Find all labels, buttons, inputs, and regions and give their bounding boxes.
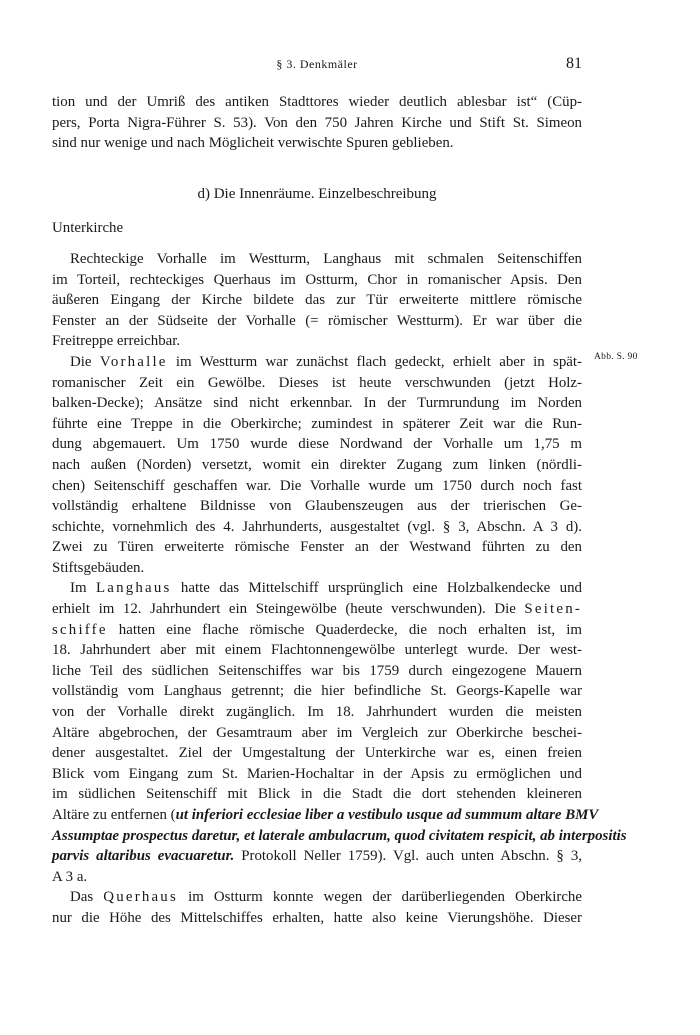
text-line: sind nur wenige und nach Möglicheit verwischte Spuren geblieben.	[52, 135, 454, 152]
text-line: nach außen (Norden) versetzt, womit ein direkter Zugang zum linken (nördli-	[52, 456, 582, 473]
text-run: im Westturm war zunächst flach gedeckt, erhielt aber in spät-	[167, 353, 582, 370]
spaced-term: schiffe	[52, 621, 108, 638]
text-line: Stiftsgebäuden.	[52, 559, 145, 576]
text-line: im südlichen Seitenschiff mit Blick in die Stadt die dort stehenden kleineren	[52, 786, 582, 803]
text-line	[52, 599, 582, 620]
text-line	[52, 620, 582, 641]
text-line: dung abgemauert. Um 1750 wurde diese Nordwand der Vorhalle um 1,75 m	[52, 436, 582, 453]
text-line: Blick vom Eingang zum St. Marien-Hochaltar in der Apsis zu ermöglichen und	[52, 765, 582, 782]
text-run: im Ostturm konnte wegen der darüberliegenden Oberkirche	[177, 889, 582, 906]
latin-quote: Assumptae prospectus daretur, et laterale ambulacrum, quod civitatem respicit, ab interpositis	[52, 827, 627, 844]
running-title: § 3. Denkmäler	[276, 57, 358, 71]
text-run: Das	[70, 889, 104, 906]
text-line: vollständig erhaltene Bildnisse von Glaubenszeugen aus der trierischen Ge-	[52, 498, 582, 515]
text-line: romanischer Zeit ein Gewölbe. Dieses ist heute verschwunden (jetzt Holz-	[52, 374, 582, 391]
page-number: 81	[566, 55, 582, 72]
text-run: Altäre zu entfernen (	[52, 807, 176, 823]
text-line: im Torteil, rechteckiges Querhaus im Ostturm, Chor in romanischer Apsis. Den	[52, 271, 582, 288]
text-line: balken-Decke); Ansätze sind nicht erkennbar. In der Turmrundung im Norden	[52, 395, 582, 412]
section-heading: d) Die Innenräume. Einzelbeschreibung	[197, 185, 437, 202]
text-run: Im	[70, 580, 96, 597]
text-line: Freitreppe erreichbar.	[52, 333, 181, 350]
text-line: Zwei zu Türen erweiterte römische Fenster an der Westwand führten zu den	[52, 539, 582, 556]
text-line: vollständig vom Langhaus getrennt; die hier befindliche St. Georgs-Kapelle war	[52, 683, 582, 700]
text-line: tion und der Umriß des antiken Stadttores wieder deutlich ablesbar ist“ (Cüp-	[52, 94, 582, 110]
text-line	[52, 805, 599, 826]
spaced-term: Seiten-	[524, 601, 582, 618]
text-line	[52, 826, 627, 847]
latin-quote: parvis altaribus evacuaretur.	[52, 848, 235, 865]
text-line: Fenster an der Südseite der Vorhalle (= römischer Westturm). Er war über die	[52, 312, 582, 329]
text-line	[52, 578, 582, 599]
text-line	[52, 846, 582, 867]
text-line: Rechteckige Vorhalle im Westturm, Langhaus mit schmalen Seitenschiffen	[70, 250, 582, 267]
text-line: von der Vorhalle direkt zugänglich. Im 18. Jahrhundert wurden die meisten	[52, 704, 582, 721]
text-line: 18. Jahrhundert aber mit einem Flachtonnengewölbe unterlegt wurde. Der west-	[52, 642, 582, 659]
text-line: schichte, vornehmlich des 4. Jahrhunderts, ausgestaltet (vgl. § 3, Abschn. A 3 d).	[52, 518, 582, 535]
margin-note-figure-ref: Abb. S. 90	[594, 352, 638, 362]
text-line: liche Teil des südlichen Seitenschiffes war bis 1759 durch eingezogene Mauern	[52, 662, 582, 679]
text-line: führte eine Treppe in die Oberkirche; zumindest in späterer Zeit war die Run-	[52, 415, 582, 432]
text-line: Altäre abgebrochen, der Gesamtraum aber im Vergleich zur Oberkirche beschei-	[52, 724, 582, 741]
text-run: Protokoll Neller 1759). Vgl. auch unten Abschn. § 3,	[234, 848, 582, 865]
text-line: A 3 a.	[52, 868, 88, 885]
spaced-term: Langhaus	[95, 580, 172, 597]
subheading: Unterkirche	[52, 220, 124, 237]
text-run: hatten eine flache römische Quaderdecke, die noch erhalten ist, im	[107, 621, 582, 638]
spaced-term: Querhaus	[103, 889, 178, 906]
text-run: hatte das Mittelschiff ursprünglich eine Holzbalkendecke und	[171, 580, 583, 597]
text-line: nur die Höhe des Mittelschiffes erhalten, hatte also keine Vierungshöhe. Dieser	[52, 909, 582, 926]
text-line: chen) Seitenschiff geschaffen war. Die Vorhalle wurde um 1750 durch noch fast	[52, 477, 582, 494]
text-line: dener ausgestaltet. Ziel der Umgestaltung der Unterkirche war es, einen freien	[52, 745, 582, 762]
text-run: Die	[70, 353, 100, 370]
spaced-term: Vorhalle	[99, 353, 168, 370]
running-head	[52, 55, 582, 77]
text-line: äußeren Eingang der Kirche bildete das zur Tür erweiterte mittlere römische	[52, 292, 582, 309]
latin-quote: ut inferiori ecclesiae liber a vestibulo usque ad summum altare BMV	[175, 807, 599, 823]
text-run: erhielt im 12. Jahrhundert ein Steingewölbe (heute verschwunden). Die	[52, 601, 525, 618]
text-line	[52, 887, 582, 908]
text-line: pers, Porta Nigra-Führer S. 53). Von den 750 Jahren Kirche und Stift St. Simeon	[52, 114, 582, 131]
text-line	[52, 352, 582, 373]
